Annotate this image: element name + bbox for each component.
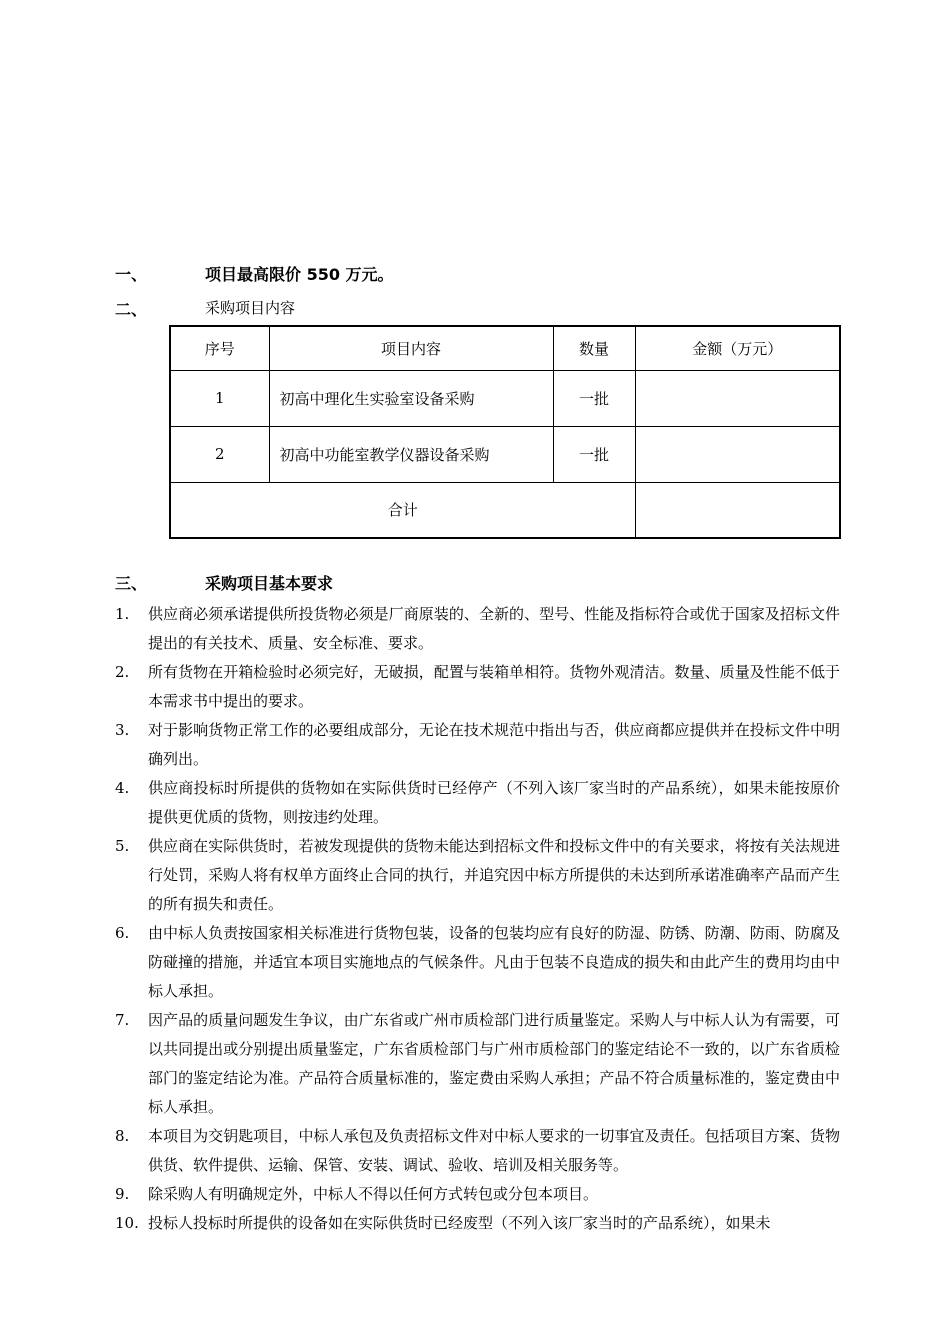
total-amount [635,482,840,538]
item-number: 2. [115,663,130,681]
section-1-title: 项目最高限价 550 万元。 [205,265,394,284]
row-content: 初高中理化生实验室设备采购 [269,370,553,426]
item-text: 因产品的质量问题发生争议，由广东省或广州市质检部门进行质量鉴定。采购人与中标人认为有需要，可以共同提出或分别提出质量鉴定，广东省质检部门与广州市质检部门的鉴定结论不一致的，以广东省质检部门的鉴定结论为准。产品符合质量标准的，鉴定费由采购人承担；产品不符合质量标准的，鉴定费由中标人承担。 [148,1011,840,1116]
item-text: 供应商投标时所提供的货物如在实际供货时已经停产（不列入该厂家当时的产品系统），如果未能按原价提供更优质的货物，则按违约处理。 [148,779,840,826]
row-qty: 一批 [553,370,635,426]
row-qty: 一批 [553,426,635,482]
row-no: 1 [170,370,269,426]
requirements-list [115,600,840,1238]
item-text: 投标人投标时所提供的设备如在实际供货时已经废型（不列入该厂家当时的产品系统），如果未 [148,1214,771,1232]
item-text: 除采购人有明确规定外，中标人不得以任何方式转包或分包本项目。 [148,1185,599,1203]
item-text: 所有货物在开箱检验时必须完好，无破损，配置与装箱单相符。货物外观清洁。数量、质量及性能不低于本需求书中提出的要求。 [148,663,840,710]
section-2-title: 采购项目内容 [205,299,296,317]
section-3-title: 采购项目基本要求 [205,574,334,593]
row-content: 初高中功能室教学仪器设备采购 [269,426,553,482]
item-number: 3. [115,721,130,739]
item-text: 本项目为交钥匙项目，中标人承包及负责招标文件对中标人要求的一切事宜及责任。包括项目方案、货物供货、软件提供、运输、保管、安装、调试、验收、培训及相关服务等。 [148,1127,840,1174]
list-item [115,919,840,1006]
section-1-number: 一、 [115,265,148,284]
table-total-row [170,482,840,538]
header-content: 项目内容 [269,326,553,370]
item-number: 6. [115,924,130,942]
table-header-row [170,326,840,370]
item-text: 供应商在实际供货时，若被发现提供的货物未能达到招标文件和投标文件中的有关要求，将按有关法规进行处罚，采购人将有权单方面终止合同的执行，并追究因中标方所提供的未达到所承诺准确率产品而产生的所有损失和责任。 [148,837,840,913]
item-text: 对于影响货物正常工作的必要组成部分，无论在技术规范中指出与否，供应商都应提供并在投标文件中明确列出。 [148,721,840,768]
row-amount [635,370,840,426]
procurement-items-table [169,325,841,539]
header-amount: 金额（万元） [635,326,840,370]
item-number: 8. [115,1127,130,1145]
row-amount [635,426,840,482]
header-qty: 数量 [553,326,635,370]
list-item [115,1006,840,1122]
item-number: 1. [115,605,130,623]
list-item [115,1209,840,1238]
table-row [170,426,840,482]
list-item [115,600,840,658]
item-number: 5. [115,837,130,855]
list-item [115,832,840,919]
header-no: 序号 [170,326,269,370]
item-number: 4. [115,779,130,797]
list-item [115,658,840,716]
section-3-number: 三、 [115,574,148,593]
total-label: 合计 [170,482,635,538]
list-item [115,1180,840,1209]
item-number: 10. [115,1214,139,1232]
table-row [170,370,840,426]
list-item [115,774,840,832]
list-item [115,716,840,774]
list-item [115,1122,840,1180]
item-number: 7. [115,1011,130,1029]
item-text: 由中标人负责按国家相关标准进行货物包装，设备的包装均应有良好的防湿、防锈、防潮、防雨、防腐及防碰撞的措施，并适宜本项目实施地点的气候条件。凡由于包装不良造成的损失和由此产生的费用均由中标人承担。 [148,924,840,1000]
row-no: 2 [170,426,269,482]
item-text: 供应商必须承诺提供所投货物必须是厂商原装的、全新的、型号、性能及指标符合或优于国家及招标文件提出的有关技术、质量、安全标准、要求。 [148,605,840,652]
item-number: 9. [115,1185,130,1203]
section-2-number: 二、 [115,300,148,319]
